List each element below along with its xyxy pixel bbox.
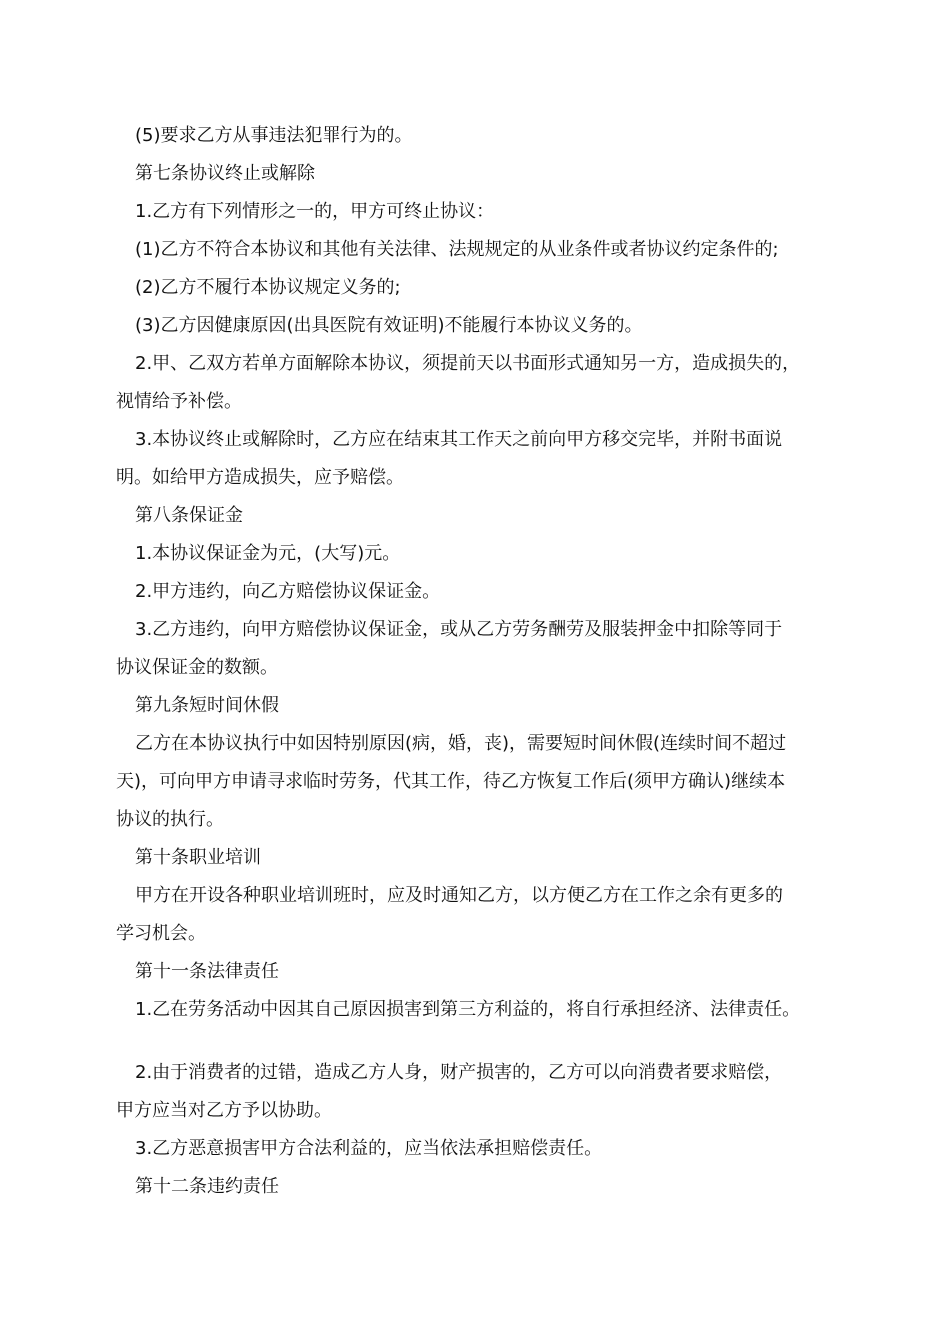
clause-line: 甲方在开设各种职业培训班时，应及时通知乙方，以方便乙方在工作之余有更多的 — [135, 885, 783, 906]
clause-line: 乙方在本协议执行中如因特别原因(病，婚，丧)，需要短时间休假(连续时间不超过 — [135, 733, 787, 754]
clause-continuation: 视情给予补偿。 — [116, 391, 242, 412]
clause-line: 1.本协议保证金为元，(大写)元。 — [135, 543, 401, 564]
clause-line: 2.甲、乙双方若单方面解除本协议，须提前天以书面形式通知另一方，造成损失的， — [135, 353, 801, 374]
clause-line: 3.乙方恶意损害甲方合法利益的，应当依法承担赔偿责任。 — [135, 1138, 603, 1159]
clause-line: 1.乙在劳务活动中因其自己原因损害到第三方利益的，将自行承担经济、法律责任。 — [135, 999, 801, 1020]
section-heading: 第八条保证金 — [135, 505, 243, 526]
section-heading: 第九条短时间休假 — [135, 695, 279, 716]
section-heading: 第七条协议终止或解除 — [135, 163, 315, 184]
document-body — [116, 117, 856, 1217]
clause-line: 2.由于消费者的过错，造成乙方人身，财产损害的，乙方可以向消费者要求赔偿， — [135, 1062, 783, 1083]
clause-continuation: 学习机会。 — [116, 923, 206, 944]
section-heading: 第十条职业培训 — [135, 847, 261, 868]
clause-continuation: 协议保证金的数额。 — [116, 657, 278, 678]
clause-continuation: 协议的执行。 — [116, 809, 224, 830]
section-heading: 第十一条法律责任 — [135, 961, 279, 982]
clause-line: (2)乙方不履行本协议规定义务的; — [135, 277, 401, 298]
clause-continuation: 明。如给甲方造成损失，应予赔偿。 — [116, 467, 404, 488]
clause-line: (3)乙方因健康原因(出具医院有效证明)不能履行本协议义务的。 — [135, 315, 643, 336]
section-heading: 第十二条违约责任 — [135, 1176, 279, 1197]
clause-line: 3.乙方违约，向甲方赔偿协议保证金，或从乙方劳务酬劳及服装押金中扣除等同于 — [135, 619, 783, 640]
clause-line: (5)要求乙方从事违法犯罪行为的。 — [135, 125, 413, 146]
clause-continuation: 天)，可向甲方申请寻求临时劳务，代其工作，待乙方恢复工作后(须甲方确认)继续本 — [116, 771, 786, 792]
clause-line: 2.甲方违约，向乙方赔偿协议保证金。 — [135, 581, 441, 602]
clause-line: 1.乙方有下列情形之一的，甲方可终止协议： — [135, 201, 495, 222]
clause-line: (1)乙方不符合本协议和其他有关法律、法规规定的从业条件或者协议约定条件的; — [135, 239, 779, 260]
clause-line: 3.本协议终止或解除时，乙方应在结束其工作天之前向甲方移交完毕，并附书面说 — [135, 429, 783, 450]
clause-continuation: 甲方应当对乙方予以协助。 — [116, 1100, 332, 1121]
